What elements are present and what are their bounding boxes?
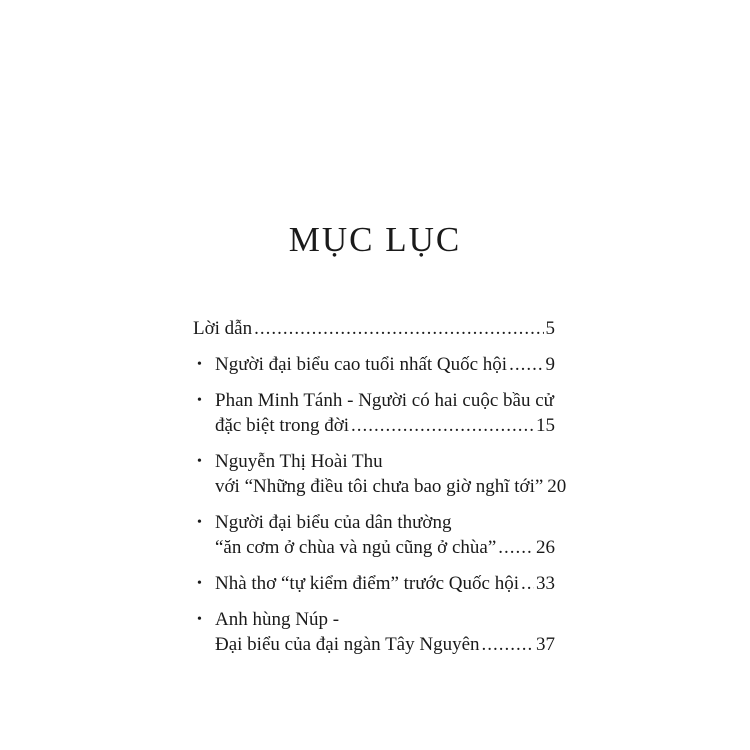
toc-entry-title: với “Những điều tôi chưa bao giờ nghĩ tới” <box>215 476 544 497</box>
toc-entry-title: Phan Minh Tánh - Người có hai cuộc bầu cử <box>215 390 554 411</box>
toc-entry-line <box>215 632 555 657</box>
toc-entry[interactable] <box>193 571 555 596</box>
toc-entry[interactable] <box>193 352 555 377</box>
page-number: 9 <box>545 354 555 375</box>
bullet-icon: • <box>197 515 202 530</box>
dot-leader <box>498 535 534 560</box>
page-number: 33 <box>536 573 555 594</box>
toc-entry-title: Đại biểu của đại ngàn Tây Nguyên <box>215 634 480 655</box>
dot-leader <box>351 413 534 438</box>
bullet-icon: • <box>197 357 202 372</box>
dot-leader <box>482 632 534 657</box>
toc-entry-line <box>193 316 555 341</box>
page-number: 20 <box>547 476 567 497</box>
page-number: 5 <box>545 318 555 339</box>
toc-entry-line <box>215 571 555 596</box>
toc-entry-title: “ăn cơm ở chùa và ngủ cũng ở chùa” <box>215 537 497 558</box>
toc-entry-title: đặc biệt trong đời <box>215 415 350 436</box>
toc-entry[interactable] <box>193 510 555 560</box>
bullet-icon: • <box>197 454 202 469</box>
bullet-icon: • <box>197 576 202 591</box>
toc-entry-line <box>215 510 555 535</box>
toc-entry-title: Nhà thơ “tự kiểm điểm” trước Quốc hội <box>215 573 519 594</box>
toc-entry-line <box>215 352 555 377</box>
dot-leader <box>509 352 543 377</box>
bullet-icon: • <box>197 612 202 627</box>
toc-entry[interactable] <box>193 449 567 499</box>
toc-entry-title: Người đại biểu cao tuổi nhất Quốc hội <box>215 354 508 375</box>
toc-entry[interactable] <box>193 316 555 341</box>
toc-entry[interactable] <box>193 388 555 438</box>
toc-entry[interactable] <box>193 607 555 657</box>
toc-entry-line <box>215 388 555 413</box>
page-number: 26 <box>536 537 555 558</box>
toc-entry-title: Người đại biểu của dân thường <box>215 512 452 533</box>
bullet-icon: • <box>197 393 202 408</box>
toc-entry-title: Anh hùng Núp - <box>215 609 340 630</box>
toc-entry-title: Lời dẫn <box>193 318 253 339</box>
page-title: MỤC LỤC <box>288 220 462 259</box>
page-number: 37 <box>536 634 555 655</box>
dot-leader <box>254 316 543 341</box>
toc-entry-line <box>215 607 555 632</box>
toc-entry-title: Nguyễn Thị Hoài Thu <box>215 451 383 472</box>
toc-entry-line <box>215 535 555 560</box>
toc-entry-line <box>215 474 567 499</box>
table-of-contents <box>193 316 567 668</box>
dot-leader <box>521 571 534 596</box>
toc-entry-line <box>215 413 555 438</box>
page-number: 15 <box>536 415 555 436</box>
toc-entry-line <box>215 449 555 474</box>
